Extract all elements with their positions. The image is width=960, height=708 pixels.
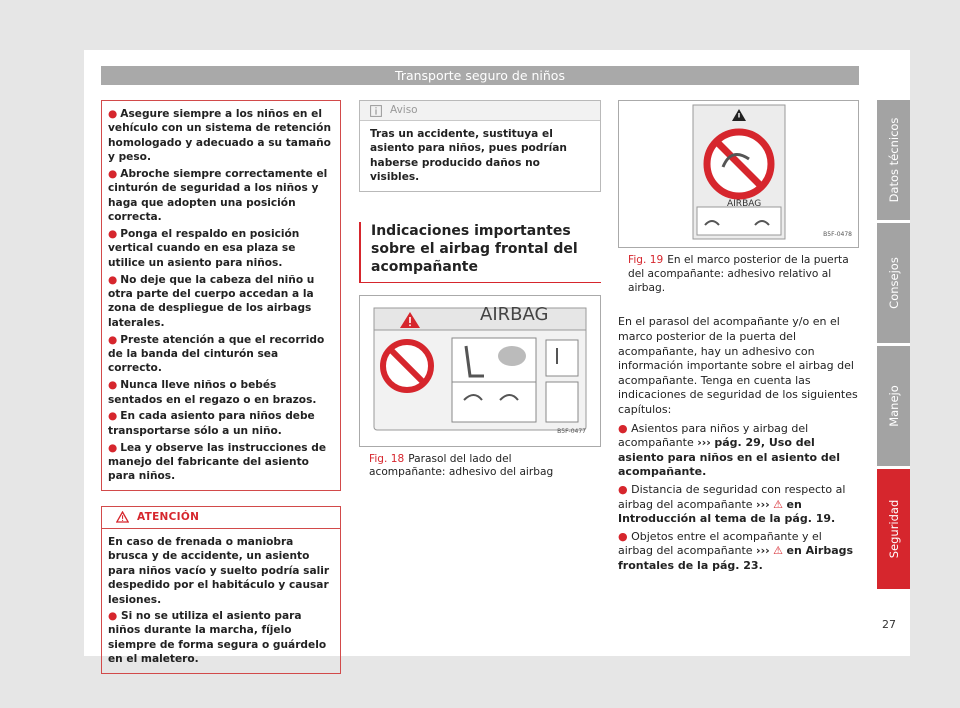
figure-18 [359, 295, 601, 447]
page-reference-link[interactable]: en Introducción al tema de la pág. 19 [618, 497, 832, 526]
list-item: ● Preste atención a que el recorrido de la banda del cinturón sea correcto. [108, 333, 325, 375]
warning-triangle-icon [116, 511, 129, 523]
bullet-icon: ● [108, 108, 118, 120]
bullet-icon: ● [108, 441, 118, 454]
safety-bullet-box [101, 100, 341, 491]
sticker-label: AIRBAG [480, 303, 549, 325]
warning-header [102, 507, 340, 529]
list-item: ● No deje que la cabeza del niño u otra parte del cuerpo accedan a la zona de despliegue de los airbags laterales. [108, 273, 315, 329]
door-airbag-sticker-image [619, 101, 859, 247]
tab-datos-tecnicos[interactable]: Datos técnicos [877, 100, 910, 220]
bullet-icon: ● [618, 529, 632, 543]
bullet-icon: ● [108, 273, 118, 286]
intro-paragraph: En el parasol del acompañante y/o en el marco posterior de la puerta del acompañante, hay un adhesivo con información importante sobre el airbag del acompañante. Tenga en cuenta las indicaciones de seguridad de los siguientes capítulos: [618, 315, 858, 416]
list-item: ● Ponga el respaldo en posición vertical cuando en esa plaza se utilice un asiento para niños. [108, 228, 300, 269]
figure-caption: Fig. 18 Parasol del lado del acompañante: adhesivo del airbag [369, 452, 554, 479]
info-icon [370, 105, 382, 117]
note-box [359, 100, 601, 192]
warning-box [101, 506, 341, 674]
list-item: ● Asientos para niños y airbag del acompañante ››› pág. 29, Uso del asiento para niños en el asiento del acompañante. [618, 421, 840, 479]
bullet-icon: ● [618, 421, 632, 435]
bullet-icon: ● [108, 168, 118, 181]
list-item: ● Asegure siempre a los niños en el vehículo con un sistema de retención homologado y adecuado a su tamaño y peso. [108, 108, 331, 164]
figure-code: B5F-0478 [823, 231, 852, 239]
chapter-tabs [877, 100, 910, 592]
section-title: Indicaciones importantes sobre el airbag frontal del acompañante [359, 222, 601, 283]
figure-label: Fig. 18 [369, 452, 405, 465]
tab-manejo[interactable]: Manejo [877, 346, 910, 466]
note-title: Aviso [390, 104, 418, 117]
tab-seguridad[interactable]: Seguridad [877, 469, 910, 589]
list-item: ● Objetos entre el acompañante y el airbag del acompañante ››› ⚠ en Airbags frontales de la pág. 23. [618, 529, 854, 572]
bullet-icon: ● [108, 410, 118, 423]
list-item: ● En cada asiento para niños debe transportarse sólo a un niño. [108, 410, 315, 437]
note-header [360, 101, 600, 121]
figure-code: B5F-0477 [557, 428, 586, 436]
figure-19 [618, 100, 859, 248]
list-item: ● Lea y observe las instrucciones de manejo del fabricante del asiento para niños. [108, 441, 327, 483]
warning-triangle-icon: ⚠ [773, 544, 784, 558]
list-item: ● Nunca lleve niños o bebés sentados en el regazo o en brazos. [108, 379, 317, 406]
bullet-icon: ● [108, 379, 118, 392]
bullet-icon: ● [108, 609, 121, 622]
sticker-label: AIRBAG [727, 199, 762, 209]
figure-label: Fig. 19 [628, 254, 664, 266]
page-reference-link[interactable]: pág. 29, Uso del asiento para niños en el asiento del acompañante [618, 436, 840, 479]
page-header: Transporte seguro de niños [101, 66, 859, 85]
list-item: ● Abroche siempre correctamente el cinturón de seguridad a los niños y haga que adopten una posición correcta. [108, 168, 328, 224]
bullet-icon: ● [618, 482, 632, 496]
warning-triangle-icon: ⚠ [773, 497, 784, 511]
page-number: 27 [882, 618, 896, 631]
list-item: ● Distancia de seguridad con respecto al airbag del acompañante ››› ⚠ en Introducción al tema de la pág. 19. [618, 482, 846, 526]
tab-consejos[interactable]: Consejos [877, 223, 910, 343]
page-reference-link[interactable]: en Airbags frontales de la pág. 23 [618, 544, 854, 572]
warning-body: En caso de frenada o maniobra brusca y de accidente, un asiento para niños vacío y suelto podría salir despedido por el habitáculo y causar lesiones. ● Si no se utiliza el asiento para niños durante la marcha, fíjelo siempre de forma segura o guárdelo en el maletero. [108, 535, 330, 666]
bullet-icon: ● [108, 333, 118, 346]
warning-title: ATENCIÓN [137, 511, 200, 524]
figure-caption: Fig. 19 En el marco posterior de la puerta del acompañante: adhesivo relativo al airbag. [628, 254, 849, 294]
note-body: Tras un accidente, sustituya el asiento para niños, pues podrían haberse producido daños no visibles. [370, 128, 567, 184]
reference-list [618, 422, 859, 574]
bullet-icon: ● [108, 228, 118, 241]
